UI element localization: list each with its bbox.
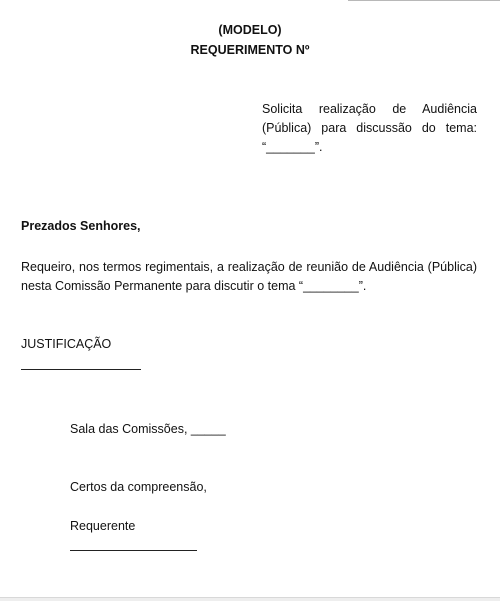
signature-line [70,550,197,551]
request-paragraph-line-1: Requeiro, nos termos regimentais, a realização de reunião de Audiência (Pública) [21,260,477,274]
ementa-line-1: Solicita realização de Audiência [262,102,477,116]
page-top-edge [348,0,500,1]
salutation: Prezados Senhores, [21,219,141,233]
justification-heading: JUSTIFICAÇÃO [21,337,112,351]
ementa-line-2: (Pública) para discussão do tema: [262,121,477,135]
ementa-block [262,100,477,157]
request-paragraph-line-2: nesta Comissão Permanente para discutir o tema “________”. [21,279,367,293]
requester-label: Requerente [70,519,136,533]
committee-room-line: Sala das Comissões, _____ [70,422,226,436]
closing-phrase: Certos da compreensão, [70,480,207,494]
document-model-label: (MODELO) [218,23,282,37]
request-paragraph [21,258,477,296]
ementa-line-3: “_______”. [262,140,323,154]
document-title: REQUERIMENTO Nº [190,43,310,57]
justification-blank-line [21,369,141,370]
page-bottom-edge [0,597,500,601]
